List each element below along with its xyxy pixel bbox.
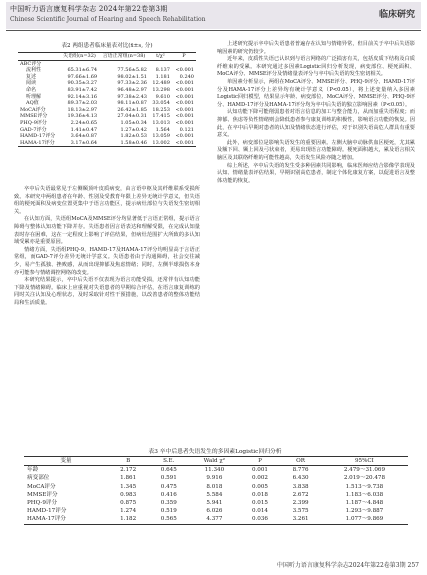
table2-cell: 1.27±0.42 (120, 126, 147, 133)
table2-cell: 96.48±2.97 (117, 86, 147, 93)
table2-cell (172, 60, 196, 67)
table3-cell: 0.002 (251, 475, 268, 482)
table2-cell: 97.66±1.69 (67, 73, 98, 80)
table2-cell: 13.059 (152, 133, 170, 140)
table3-cell: 0.591 (160, 475, 177, 482)
table2-header-cell: 言语正常组(n=38) (99, 53, 149, 61)
table2-body (18, 60, 196, 147)
table3-cell: PHQ-9评分 (27, 500, 58, 507)
table2-cell: 27.04±0.31 (117, 113, 147, 120)
table2-cell: 98.11±0.87 (117, 100, 147, 107)
table2-header-cell: t/χ² (149, 53, 172, 61)
table2-cell (60, 60, 99, 67)
table3-header-cell: S.E. (148, 457, 189, 466)
body-paragraph: 认知功能下降可能削弱患者对语言信息的加工与整合能力，从而加重失语程度；而抑郁、焦虑等负性情绪则会降低患者参与康复训练的积极性，影响语言功能的恢复。因此，在卒中后早期对患者的认知及情绪状态进行评估，对于识别失语高危人群具有重要意义。 (217, 109, 415, 139)
table2-cell: MoCA评分 (20, 106, 46, 113)
table2-caption: 表2 两组患者临床量表对比(x̄±s, 分) (61, 43, 153, 49)
table3-cell: HAMA-17评分 (24, 515, 108, 524)
table2-cell: 复述 (26, 73, 37, 80)
table2-cell: <0.001 (175, 67, 194, 74)
table2-cell: 1.41±0.47 (70, 126, 98, 133)
table3-row (24, 507, 408, 515)
table2-cell: 12.489 (152, 80, 170, 87)
table3-cell: 1.513～9.738 (345, 483, 384, 490)
table3-cell: 2.019～20.478 (343, 475, 386, 482)
table2-cell: 13.013 (152, 119, 170, 126)
table2-cell (99, 60, 149, 67)
table2-row (18, 133, 196, 140)
journal-header (6, 2, 421, 29)
body-paragraph: 卒中后失语最常见于左侧颞顶叶皮质病变，由言语中枢及其纤维联系受损所致。本研究中两组患者在年龄、性别及受教育年限上差异无统计学意义，但失语组的梗死面积及病变位置更集中于语言功能区，提示病灶部位与失语发生密切相关。 (14, 186, 200, 215)
table3 (24, 456, 408, 525)
table3-cell: 1.182 (108, 515, 149, 524)
table2-cell: <0.001 (175, 106, 194, 113)
table2-row (18, 80, 196, 87)
table2-cell: GAD-7评分 (20, 126, 47, 133)
body-paragraph: 上述研究提示卒中后失语患者普遍存在认知与情绪异常，但目前关于卒中后失语影响因素的研究仍较少。 (217, 41, 415, 55)
table2-row (18, 120, 196, 127)
table3-row (24, 499, 408, 507)
table2-cell: 19.36±4.13 (67, 113, 98, 120)
table2-cell: HAMD-17评分 (20, 133, 56, 140)
table3-cell: 11.340 (204, 467, 225, 474)
table3-header-cell: P (240, 457, 281, 466)
table2-cell: <0.001 (172, 140, 196, 147)
table3-cell: 1.861 (120, 475, 137, 482)
table2-cell: 0.121 (179, 126, 194, 133)
table2-cell: 13.002 (149, 140, 172, 147)
table2-cell: <0.001 (175, 86, 194, 93)
table3-cell: 0.359 (160, 500, 177, 507)
table2-cell: 1.82±0.53 (120, 133, 147, 140)
table2-cell: 77.56±5.82 (117, 67, 147, 74)
table2-header-row (18, 53, 196, 61)
table2-cell: <0.001 (175, 100, 194, 107)
table2-cell: 流利性 (26, 67, 42, 74)
table3-cell: 0.018 (251, 491, 268, 498)
table2-cell: 98.02±1.51 (117, 73, 147, 80)
table2-cell: PHQ-9评分 (20, 119, 47, 126)
table3-cell: 9.916 (206, 475, 223, 482)
table2-header-cell (18, 53, 60, 61)
table3-cell: MMSE评分 (27, 491, 58, 498)
table3-body (24, 466, 408, 524)
table2-cell: 97.38±2.43 (117, 93, 147, 100)
table2-row (18, 100, 196, 107)
table3-header-cell: 变量 (24, 457, 108, 466)
table3-cell: 1.293～9.887 (345, 508, 384, 515)
table3-cell: 6.026 (206, 508, 223, 515)
table2-header-cell: 失语组(n=32) (60, 53, 99, 61)
table2-cell: 0.240 (179, 73, 194, 80)
table2-cell: AQ值 (26, 100, 39, 107)
body-paragraph: 综上所述，卒中后失语的发生受多种因素共同影响，临床医师应结合影像学表现及认知、情绪量表评估结果，早期识别高危患者，制定个体化康复方案，以促进语言及整体功能的恢复。 (217, 162, 415, 184)
table2-cell: 9.610 (155, 93, 170, 100)
table2-cell: <0.001 (175, 113, 194, 120)
table3-row (24, 474, 408, 482)
table3-cell: 3.261 (280, 515, 321, 524)
table3-cell: 5.941 (206, 500, 223, 507)
table3-cell: 0.005 (251, 483, 268, 490)
table3-cell: 0.416 (160, 491, 177, 498)
table2-cell: 90.35±3.27 (67, 80, 98, 87)
table2-cell: 1.05±0.34 (120, 119, 147, 126)
left-column-text (14, 186, 200, 308)
table3-cell: 0.001 (251, 467, 268, 474)
table2-cell: 89.37±2.03 (67, 100, 98, 107)
table2-cell: MMSE评分 (20, 113, 48, 120)
table3-cell: 0.645 (160, 467, 177, 474)
table2-cell: 83.91±7.42 (67, 86, 98, 93)
table2-cell: <0.001 (175, 133, 194, 140)
table3-cell: 3.838 (292, 483, 309, 490)
table3-cell: 年龄 (27, 467, 39, 474)
table3-caption: 表3 卒中后患者失语发生的多因素Logistic回归分析 (148, 449, 282, 455)
table3-row (24, 483, 408, 491)
table3-cell: 6.430 (292, 475, 309, 482)
table3-cell: 8.776 (292, 467, 309, 474)
table3-header-cell: B (108, 457, 149, 466)
table2-cell: 13.298 (152, 86, 170, 93)
body-paragraph: 本研究结果提示，卒中后失语不仅表现为语言功能受损，还常伴有认知功能下降及情绪障碍。临床上应重视对失语患者的早期综合评估，在语言康复训练的同时关注认知及心理状态，及时采取针对性干预措施，以改善患者的整体功能结局和生活质量。 (14, 277, 200, 306)
body-paragraph: 此外，病变部位是影响失语发生的重要因素。左侧大脑中动脉供血区梗死，尤其累及额下回、颞上回及弓状束者，更易出现语言功能障碍。梗死面积越大，累及语言相关脑区及其联络纤维的可能性越高，失语发生风险亦随之增加。 (217, 139, 415, 161)
table3-header-cell: 95%CI (321, 457, 408, 466)
section-label: 临床研究 (378, 10, 415, 20)
table3-cell: 0.015 (251, 500, 268, 507)
table3-cell: 0.014 (251, 508, 268, 515)
table2-row (18, 67, 196, 74)
table3-header-row (24, 457, 408, 466)
table2-cell: 97.33±2.36 (117, 80, 147, 87)
table2-cell: 26.42±1.85 (117, 106, 147, 113)
table3-cell: MoCA评分 (27, 483, 56, 490)
table3-cell: 3.575 (292, 508, 309, 515)
table2-cell: 8.137 (155, 67, 170, 74)
table3-cell: 病变部位 (27, 475, 50, 482)
table2-cell: <0.001 (175, 119, 194, 126)
table3-cell: 1.345 (120, 483, 137, 490)
table3-cell: 2.172 (120, 467, 137, 474)
table3-cell: 0.475 (160, 483, 177, 490)
right-column-text (217, 41, 415, 185)
table2-cell: 33.054 (152, 100, 170, 107)
table3-cell: 0.565 (148, 515, 189, 524)
table3-cell: 5.584 (206, 491, 223, 498)
body-paragraph: 在认知方面，失语组MoCA及MMSE评分均显著低于言语正常组，提示语言障碍与整体认知功能下降并存。失语患者因言语表达和理解受限，在完成认知量表时存在困难，这在一定程度上影响了评估结果，但病灶范围扩大所致的多认知域受累亦是重要原因。 (14, 216, 200, 246)
table2-row (18, 113, 196, 120)
body-paragraph: 近年来，皮质性失语已认识到与语言网络的广泛损害有关，包括皮质下结构及白质纤维束的受累。本研究通过多因素Logistic回归分析发现，病变部位、梗死面积、MoCA评分、MMSE评分及情绪量表评分与卒中后失语的发生密切相关。 (217, 56, 415, 78)
table3-cell: 0.875 (120, 500, 137, 507)
table3-cell: 4.377 (189, 515, 240, 524)
header-rule (6, 30, 421, 31)
table2-row (18, 140, 196, 147)
table3-cell: 0.519 (160, 508, 177, 515)
table3-header-cell: Wald χ² (189, 457, 240, 466)
table2-cell: HAMA-17评分 (18, 140, 60, 147)
table3-cell: 2.479～31.069 (343, 467, 386, 474)
table2-cell: ABC评分 (20, 60, 42, 67)
table3-row (24, 515, 408, 524)
table2-cell: 18.13±2.97 (67, 106, 98, 113)
table3-cell: 2.672 (292, 491, 309, 498)
page-footer: 中国听力语言康复科学杂志2024年第22卷第3期 257 (276, 562, 419, 569)
table3-header-cell: OR (280, 457, 321, 466)
table2-row (18, 74, 196, 81)
table2-cell: 命名 (26, 86, 37, 93)
table3-cell: 1.187～4.848 (345, 500, 384, 507)
table3-cell: 2.399 (292, 500, 309, 507)
table2-row (18, 94, 196, 101)
table3-cell: HAMD-17评分 (27, 508, 67, 515)
table3-row (24, 466, 408, 475)
journal-title-cn: 中国听力语言康复科学杂志 2024年第22卷第3期 (10, 5, 168, 13)
table2-cell: 1.564 (155, 126, 170, 133)
table3-cell: 0.036 (240, 515, 281, 524)
table2-cell: <0.001 (175, 93, 194, 100)
table2-row (18, 87, 196, 94)
table2-cell: 1.181 (155, 73, 170, 80)
table3-row (24, 491, 408, 499)
table2-cell: 3.64±0.87 (70, 133, 98, 140)
table2-cell: 92.14±3.16 (67, 93, 98, 100)
table2-cell: 阅读 (26, 80, 37, 87)
table2-cell: 听理解 (26, 93, 42, 100)
table2-cell: 2.24±0.65 (70, 119, 98, 126)
table2-cell: 17.415 (152, 113, 170, 120)
table2 (18, 52, 196, 147)
table3-cell: 0.983 (120, 491, 137, 498)
table2-row (18, 60, 196, 67)
table2-cell (149, 60, 172, 67)
table3-cell: 8.018 (206, 483, 223, 490)
table2-cell: 1.58±0.46 (99, 140, 149, 147)
table2-cell: 65.31±6.74 (67, 67, 98, 74)
table3-cell: 1.183～6.038 (345, 491, 384, 498)
body-paragraph: 单因素分析显示，两组在MoCA评分、MMSE评分、PHQ-9评分、HAMD-17评分及HAMA-17评分上差异均有统计学意义（P<0.05），将上述变量纳入多因素Logistic回归模型，结果显示年龄、病变部位、MoCA评分、MMSE评分、PHQ-9评分、HAMD-17评分及HAMA-17评分均为卒中后失语的独立影响因素（P<0.05）。 (217, 78, 415, 108)
body-paragraph: 情绪方面，失语组PHQ-9、HAMD-17及HAMA-17评分均明显高于言语正常组，而GAD-7评分差异无统计学意义。失语患者由于沟通障碍，社会交往减少，易产生孤独、挫败感，从而出现抑郁及焦虑情绪；同时，左侧半球损伤本身亦可能参与情绪调控网络的改变。 (14, 246, 200, 276)
table2-cell: 3.17±0.64 (60, 140, 99, 147)
table3-cell: 1.274 (120, 508, 137, 515)
journal-title-en: Chinese Scientific Journal of Hearing and Speech Rehabilitation (10, 16, 206, 23)
table2-cell: 18.253 (152, 106, 170, 113)
table2-cell: <0.001 (175, 80, 194, 87)
table3-cell: 1.077～9.869 (321, 515, 408, 524)
table2-header-cell: P (172, 53, 196, 61)
